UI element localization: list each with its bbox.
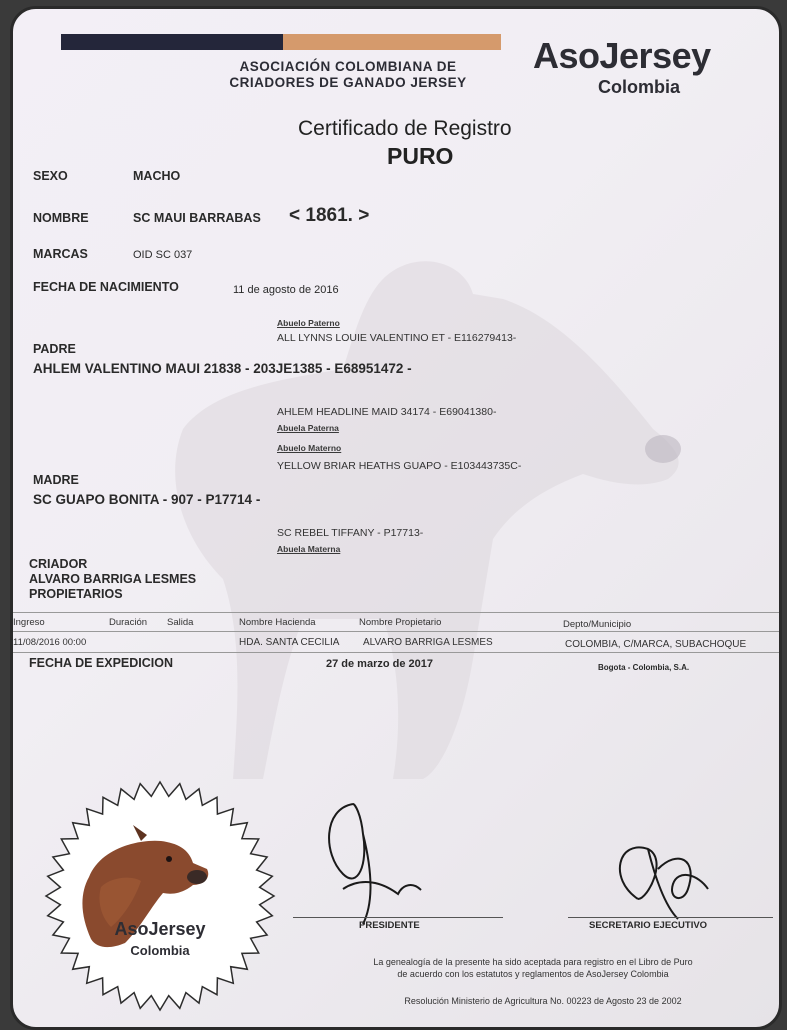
table-header-hacienda: Nombre Hacienda — [239, 617, 316, 628]
fecha-nacimiento-label: FECHA DE NACIMIENTO — [33, 280, 179, 294]
secretario-signature-image — [598, 829, 728, 929]
certificate-title: Certificado de Registro — [298, 117, 512, 140]
asojersey-seal-image — [41, 777, 279, 1015]
table-mid-rule — [13, 631, 779, 632]
table-header-salida: Salida — [167, 617, 194, 628]
marcas-value: OID SC 037 — [133, 249, 193, 261]
abuelo-materno-label: Abuelo Materno — [277, 443, 342, 453]
table-header-propietario: Nombre Propietario — [359, 617, 442, 628]
padre-value: AHLEM VALENTINO MAUI 21838 - 203JE1385 - E68951472 - — [33, 361, 412, 376]
abuelo-paterno-value: ALL LYNNS LOUIE VALENTINO ET - E116279413- — [277, 332, 517, 344]
seal-brand: AsoJersey — [114, 919, 206, 939]
marcas-label: MARCAS — [33, 247, 88, 261]
cow-watermark-image — [143, 239, 703, 799]
abuela-paterna-label: Abuela Paterna — [277, 423, 339, 433]
presidente-signature-image — [303, 794, 433, 934]
table-bottom-rule — [13, 652, 779, 653]
abuelo-paterno-label: Abuelo Paterno — [277, 318, 340, 328]
brand-subtitle: Colombia — [598, 77, 681, 97]
table-cell-ingreso: 11/08/2016 00:00 — [13, 637, 87, 648]
brand-logo-text: AsoJersey — [533, 35, 711, 76]
abuela-materna-label: Abuela Materna — [277, 544, 341, 554]
abuela-paterna-value: AHLEM HEADLINE MAID 34174 - E69041380- — [277, 406, 497, 418]
madre-value: SC GUAPO BONITA - 907 - P17714 - — [33, 492, 261, 507]
table-cell-propietario: ALVARO BARRIGA LESMES — [363, 637, 493, 648]
abuela-materna-value: SC REBEL TIFFANY - P17713- — [277, 527, 424, 539]
expedicion-date: 27 de marzo de 2017 — [326, 658, 434, 670]
presidente-signature-line — [293, 917, 503, 918]
madre-label: MADRE — [33, 473, 79, 487]
sexo-value: MACHO — [133, 169, 181, 183]
certificate-page — [10, 6, 782, 1030]
table-header-depto: Depto/Municipio — [563, 619, 632, 630]
table-top-rule — [13, 612, 779, 613]
nombre-label: NOMBRE — [33, 211, 89, 225]
propietarios-label: PROPIETARIOS — [29, 587, 123, 601]
table-cell-hacienda: HDA. SANTA CECILIA — [239, 637, 340, 648]
table-header-ingreso: Ingreso — [13, 617, 45, 628]
criador-label: CRIADOR — [29, 557, 88, 571]
expedicion-label: FECHA DE EXPEDICION — [29, 656, 174, 670]
abuelo-materno-value: YELLOW BRIAR HEATHS GUAPO - E103443735C- — [277, 460, 522, 472]
footer-line-2: de acuerdo con los estatutos y reglamentos de AsoJersey Colombia — [397, 969, 669, 979]
fecha-nacimiento-value: 11 de agosto de 2016 — [233, 284, 339, 296]
seal-subtitle: Colombia — [130, 943, 190, 958]
association-name — [183, 59, 513, 91]
secretario-label: SECRETARIO EJECUTIVO — [589, 920, 708, 931]
association-line-1: ASOCIACIÓN COLOMBIANA DE — [239, 59, 457, 74]
certificate-type: PURO — [387, 143, 454, 169]
sexo-label: SEXO — [33, 169, 68, 183]
footer-line-1: La genealogía de la presente ha sido aceptada para registro en el Libro de Puro — [373, 957, 693, 967]
expedicion-place: Bogota - Colombia, S.A. — [598, 663, 690, 672]
secretario-signature-line — [568, 917, 773, 918]
nombre-number: < 1861. > — [289, 205, 370, 226]
table-cell-depto: COLOMBIA, C/MARCA, SUBACHOQUE — [565, 639, 747, 650]
table-header-duracion: Duración — [109, 617, 148, 628]
presidente-label: PRESIDENTE — [359, 920, 420, 931]
padre-label: PADRE — [33, 342, 76, 356]
header-stripe-dark — [61, 34, 283, 50]
nombre-value: SC MAUI BARRABAS — [133, 211, 261, 225]
header-stripe-orange — [283, 34, 501, 50]
footer-line-3: Resolución Ministerio de Agricultura No. 00223 de Agosto 23 de 2002 — [404, 996, 682, 1006]
association-line-2: CRIADORES DE GANADO JERSEY — [229, 75, 467, 90]
criador-value: ALVARO BARRIGA LESMES — [29, 572, 197, 586]
